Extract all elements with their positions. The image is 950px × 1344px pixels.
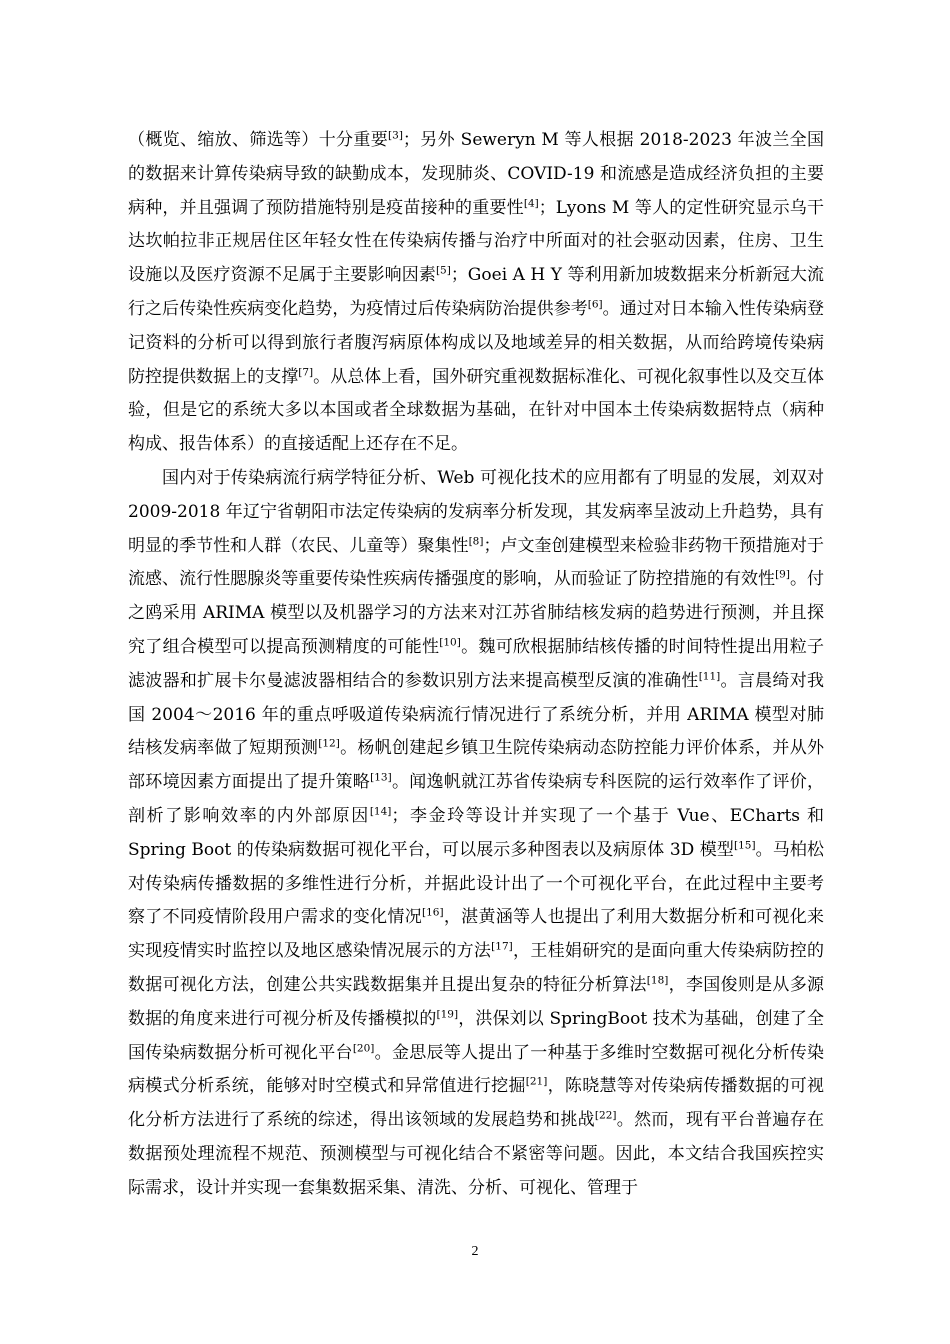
text-segment: ；另外 Seweryn M 等人根据 2018-2023 年波兰全国的数据来计算传染病导致的缺勤成本，发现肺炎、COVID-19 和流感是造成经济负担的主要病种，并且强调了预防措施特别是疫苗接种的重要性 — [128, 130, 824, 218]
text-segment: 国内对于传染病流行病学特征分析、Web 可视化技术的应用都有了明显的发展，刘双对 2009-2018 年辽宁省朝阳市法定传染病的发病率分析发现，其发病率呈波动上升趋势，具有明显的季节性和人群（农民、儿童等）聚集性 — [128, 467, 824, 556]
citation-ref: [7] — [298, 365, 314, 378]
text-segment: ，王桂娟研究的是面向重大传染病防控的数据可视化方法，创建公共实践数据集并且提出复杂的特征分析算法 — [128, 941, 825, 995]
citation-ref: [10] — [439, 636, 461, 649]
citation-ref: [11] — [698, 670, 721, 683]
citation-ref: [19] — [436, 1008, 459, 1021]
text-segment: 。从总体上看，国外研究重视数据标准化、可视化叙事性以及交互体验，但是它的系统大多以本国或者全球数据为基础，在针对中国本土传染病数据特点（病种构成、报告体系）的直接适配上还存在不足。 — [128, 366, 824, 455]
citation-ref: [18] — [646, 974, 669, 987]
text-segment: 。马柏松对传染病传播数据的多维性进行分析，并据此设计出了一个可视化平台，在此过程中主要考察了不同疫情阶段用户需求的变化情况 — [128, 839, 824, 928]
text-segment: 。魏可欣根据肺结核传播的时间特性提出用粒子滤波器和扩展卡尔曼滤波器相结合的参数识别方法来提高模型反演的准确性 — [128, 636, 825, 691]
text-segment: （概览、缩放、筛选等）十分重要 — [128, 130, 389, 150]
citation-ref: [14] — [369, 805, 392, 818]
citation-ref: [21] — [525, 1075, 548, 1088]
paragraph — [128, 124, 824, 462]
text-segment: ；Goei A H Y 等利用新加坡数据来分析新冠大流行之后传染性疾病变化趋势，为疫情过后传染病防治提供参考 — [128, 265, 824, 319]
text-segment: 。付之鸥采用 ARIMA 模型以及机器学习的方法来对江苏省肺结核发病的趋势进行预测，并且探究了组合模型可以提高预测精度的可能性 — [128, 569, 825, 657]
text-segment: 。杨帆创建起乡镇卫生院传染病动态防控能力评价体系，并从外部环境因素方面提出了提升策略 — [128, 738, 825, 793]
citation-ref: [12] — [318, 737, 340, 750]
text-segment: 。言晨绮对我国 2004～2016 年的重点呼吸道传染病流行情况进行了系统分析，并用 ARIMA 模型对肺结核发病率做了短期预测 — [128, 670, 825, 759]
text-segment: 。通过对日本输入性传染病登记资料的分析可以得到旅行者腹泻病原体构成以及地域差异的相关数据，从而给跨境传染病防控提供数据上的支撑 — [128, 298, 825, 387]
text-segment: ，湛黄涵等人也提出了利用大数据分析和可视化来实现疫情实时监控以及地区感染情况展示的方法 — [128, 907, 825, 962]
text-segment: ，陈晓慧等对传染病传播数据的可视化分析方法进行了系统的综述，得出该领域的发展趋势和挑战 — [128, 1076, 825, 1131]
text-segment: 。闻逸帆就江苏省传染病专科医院的运行效率作了评价，剖析了影响效率的内外部原因 — [128, 772, 825, 826]
text-segment: ，洪保刘以 SpringBoot 技术为基础，创建了全国传染病数据分析可视化平台 — [128, 1008, 825, 1063]
citation-ref: [4] — [523, 196, 539, 209]
citation-ref: [5] — [435, 264, 451, 277]
citation-ref: [22] — [594, 1109, 617, 1122]
citation-ref: [16] — [422, 906, 444, 919]
text-segment: ，李国俊则是从多源数据的角度来进行可视分析及传播模拟的 — [128, 974, 824, 1029]
citation-ref: [13] — [370, 771, 392, 784]
body-text — [128, 124, 824, 1206]
text-segment: 。金思辰等人提出了一种基于多维时空数据可视化分析传染病模式分析系统，能够对时空模式和异常值进行挖掘 — [128, 1042, 824, 1097]
citation-ref: [6] — [587, 298, 603, 311]
text-segment: 。然而，现有平台普遍存在数据预处理流程不规范、预测模型与可视化结合不紧密等问题。因此，本文结合我国疾控实际需求，设计并实现一套集数据采集、清洗、分析、可视化、管理于 — [128, 1110, 825, 1198]
citation-ref: [8] — [468, 534, 484, 547]
citation-ref: [15] — [734, 839, 756, 852]
page-number: 2 — [471, 1244, 479, 1259]
text-segment: ；李金玲等设计并实现了一个基于 Vue、ECharts 和 Spring Boot 的传染病数据可视化平台，可以展示多种图表以及病原体 3D 模型 — [128, 805, 824, 860]
text-segment: ；Lyons M 等人的定性研究显示乌干达坎帕拉非正规居住区年轻女性在传染病传播与治疗中所面对的社会驱动因素，住房、卫生设施以及医疗资源不足属于主要影响因素 — [128, 197, 825, 286]
citation-ref: [17] — [491, 940, 513, 953]
citation-ref: [3] — [388, 129, 403, 142]
paragraph — [128, 462, 824, 1206]
text-segment: ；卢文奎创建模型来检验非药物干预措施对于流感、流行性腮腺炎等重要传染性疾病传播强度的影响，从而验证了防控措施的有效性 — [128, 535, 825, 590]
citation-ref: [9] — [775, 568, 790, 581]
citation-ref: [20] — [352, 1041, 375, 1054]
